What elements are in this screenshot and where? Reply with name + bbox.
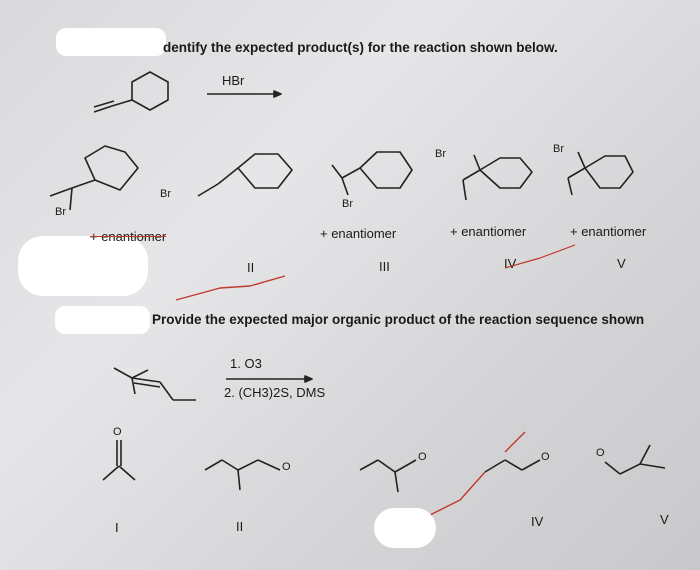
product-2-numeral: II (247, 260, 255, 275)
step-1: 1. O3 (230, 356, 262, 371)
product-1-enantiomer: + enantiomer (90, 229, 167, 244)
product-4-enantiomer: + enantiomer (450, 224, 527, 239)
question2-prompt: Provide the expected major organic product of the reaction sequence shown (152, 312, 645, 327)
product-2-oxygen: O (113, 426, 122, 438)
product-3-br: Br (342, 198, 353, 210)
product-4-numeral: IV (504, 256, 517, 271)
q2-numeral-5: V (660, 512, 669, 527)
product-2-br: Br (160, 188, 171, 200)
product-4-br: Br (435, 148, 446, 160)
product-iii-oxygen: O (418, 451, 427, 463)
product-3-numeral: III (379, 259, 390, 274)
question1-prompt: dentify the expected product(s) for the reaction shown below. (163, 40, 558, 55)
reagent-hbr: HBr (222, 73, 245, 88)
redaction-hand (374, 508, 436, 548)
product-5-enantiomer: + enantiomer (570, 224, 647, 239)
product-1-br: Br (55, 206, 66, 218)
product-ii-oxygen: O (282, 461, 291, 473)
product-3-enantiomer: + enantiomer (320, 226, 397, 241)
product-iv-oxygen: O (541, 451, 550, 463)
q2-numeral-1: I (115, 520, 119, 535)
product-5-br: Br (553, 143, 564, 155)
q2-numeral-4: IV (531, 514, 544, 529)
product-v-oxygen: O (596, 447, 605, 459)
step-2: 2. (CH3)2S, DMS (224, 385, 326, 400)
product-5-numeral: V (617, 256, 626, 271)
q2-numeral-2: II (236, 519, 244, 534)
